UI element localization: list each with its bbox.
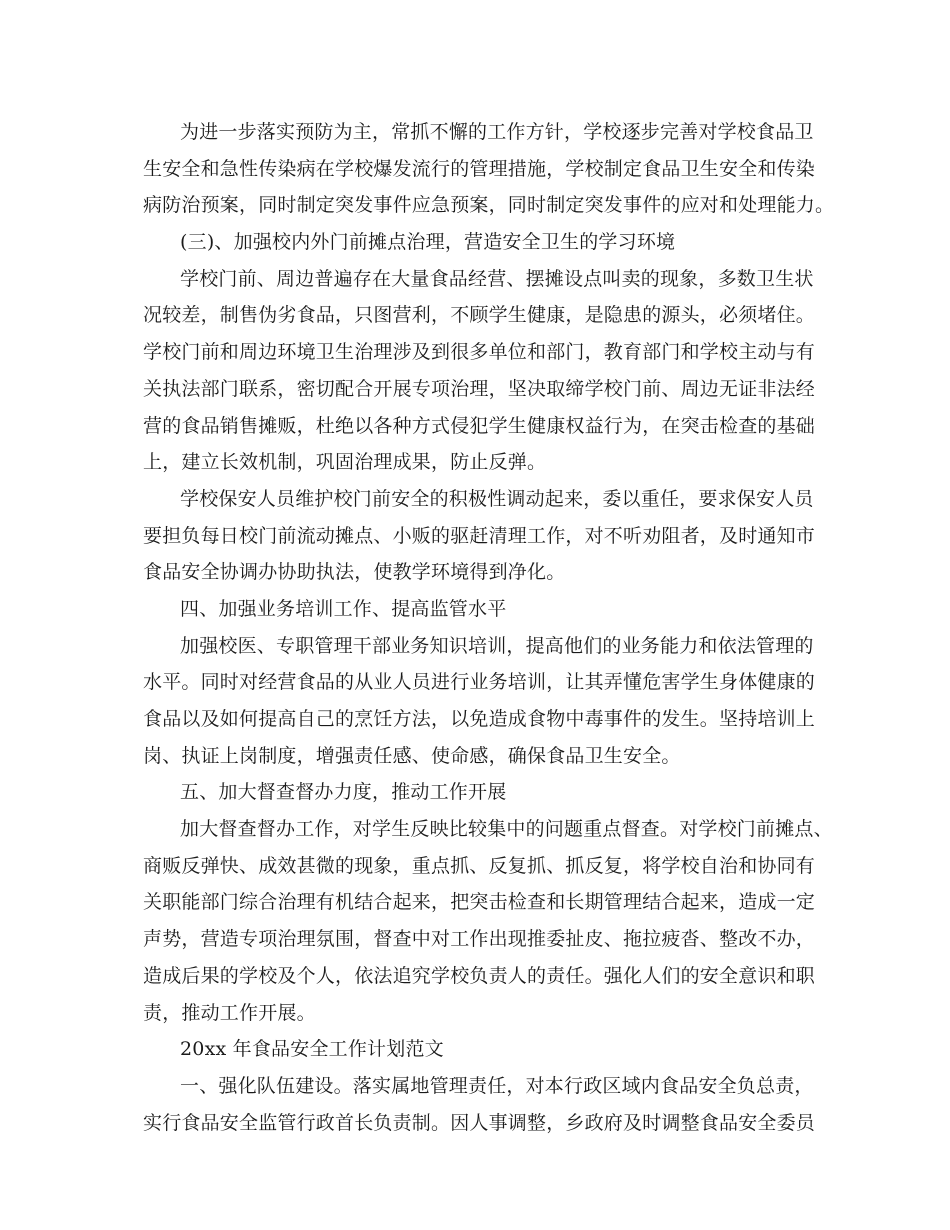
text-line: 水平。同时对经营食品的从业人员进行业务培训，让其弄懂危害学生身体健康的 <box>143 671 816 694</box>
text-line: 造成后果的学校及个人，依法追究学校负责人的责任。强化人们的安全意识和职 <box>143 964 816 987</box>
text-line: 食品以及如何提高自己的烹饪方法，以免造成食物中毒事件的发生。坚持培训上 <box>143 708 816 730</box>
text-line: 关职能部门综合治理有机结合起来，把突击检查和长期管理结合起来，造成一定 <box>143 891 816 914</box>
text-line: 责，推动工作开展。 <box>143 1001 316 1024</box>
text-line: 况较差，制售伪劣食品，只图营利，不顾学生健康，是隐患的源头，必须堵住。 <box>143 304 816 327</box>
text-line: 上，建立长效机制，巩固治理成果，防止反弹。 <box>143 451 547 474</box>
text-line: 关执法部门联系，密切配合开展专项治理，坚决取缔学校门前、周边无证非法经 <box>143 377 816 400</box>
text-line: 岗、执证上岗制度，增强责任感、使命感，确保食品卫生安全。 <box>143 744 681 767</box>
text-line: 声势，营造专项治理氛围，督查中对工作出现推委扯皮、拖拉疲沓、整改不办， <box>143 928 816 951</box>
text-line: 营的食品销售摊贩，杜绝以各种方式侵犯学生健康权益行为，在突击检查的基础 <box>143 414 816 437</box>
text-line: 学校保安人员维护校门前安全的积极性调动起来，委以重任，要求保安人员 <box>180 487 814 510</box>
text-line: 学校门前、周边普遍存在大量食品经营、摆摊设点叫卖的现象，多数卫生状 <box>180 267 814 290</box>
text-line: 一、强化队伍建设。落实属地管理责任，对本行政区域内食品安全负总责， <box>180 1074 814 1097</box>
text-line: 病防治预案，同时制定突发事件应急预案，同时制定突发事件的应对和处理能力。 <box>143 194 835 217</box>
text-line: (三)、加强校内外门前摊点治理，营造安全卫生的学习环境 <box>180 231 676 254</box>
text-line: 四、加强业务培训工作、提高监管水平 <box>180 597 507 620</box>
text-line: 加大督查督办工作，对学生反映比较集中的问题重点督查。对学校门前摊点、 <box>180 818 833 841</box>
text-line: 生安全和急性传染病在学校爆发流行的管理措施，学校制定食品卫生安全和传染 <box>143 157 816 180</box>
text-line: 食品安全协调办协助执法，使教学环境得到净化。 <box>143 561 566 584</box>
text-line: 加强校医、专职管理干部业务知识培训，提高他们的业务能力和依法管理的 <box>180 634 814 657</box>
text-line: 学校门前和周边环境卫生治理涉及到很多单位和部门，教育部门和学校主动与有 <box>143 341 816 364</box>
document-body <box>143 114 835 1141</box>
text-line: 商贩反弹快、成效甚微的现象，重点抓、反复抓、抓反复，将学校自治和协同有 <box>143 854 816 877</box>
text-line: 20xx 年食品安全工作计划范文 <box>180 1038 444 1061</box>
text-line: 五、加大督查督办力度，推动工作开展 <box>180 781 507 804</box>
text-line: 为进一步落实预防为主，常抓不懈的工作方针，学校逐步完善对学校食品卫 <box>180 121 814 143</box>
text-line: 实行食品安全监管行政首长负责制。因人事调整，乡政府及时调整食品安全委员 <box>143 1111 816 1134</box>
text-line: 要担负每日校门前流动摊点、小贩的驱赶清理工作，对不听劝阻者，及时通知市 <box>143 524 816 547</box>
